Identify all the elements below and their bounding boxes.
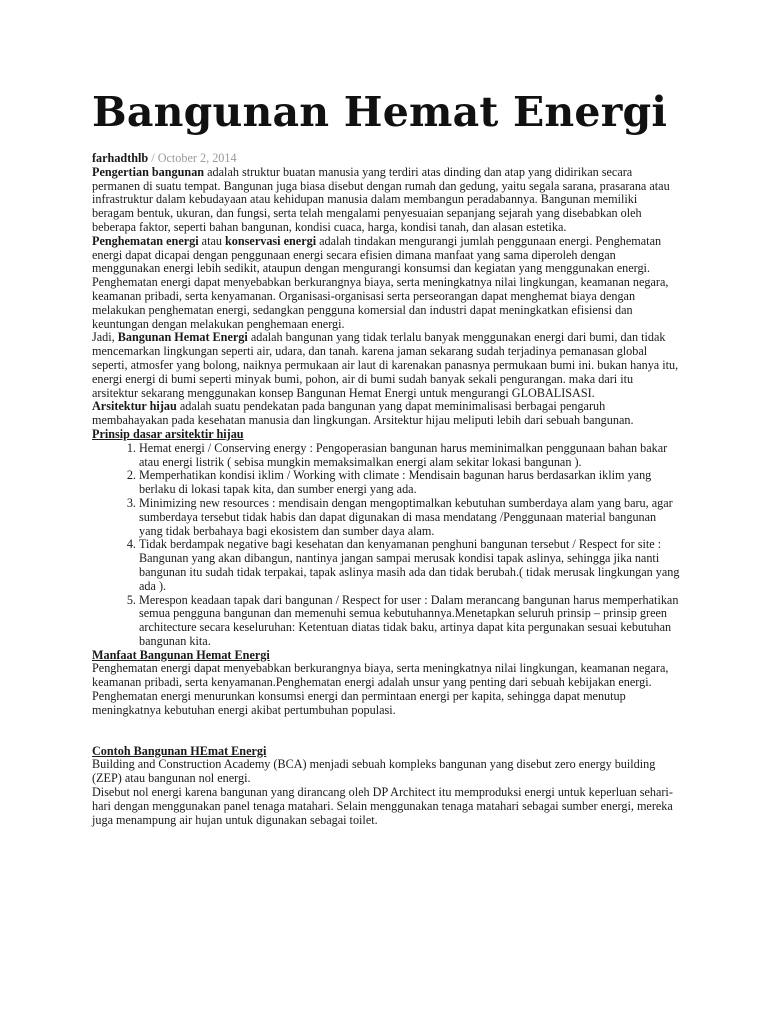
- paragraph-text: atau: [198, 233, 226, 248]
- paragraph-text: adalah tindakan mengurangi jumlah penggunaan energi. Penghematan energi dapat dicapai dengan penggunaan energi secara efisien dimana manfaat yang sama diperoleh dengan menggunakan energi lebih sedikit, ataupun dengan mengurangi konsumsi dan kegiatan yang menggunakan energi. Penghematan energi dapat menyebabkan berkurangnya biaya, serta meningkatnya nilai lingkungan, keamanan negara, keamanan pribadi, serta kenyamanan. Organisasi-organisasi serta perseorangan dapat menghemat biaya dengan melakukan penghematan energi, sedangkan pengguna komersial dan industri dapat meningkatkan efisiensi dan keuntungan dengan melakukan penghemaan energi.: [92, 233, 669, 331]
- paragraph-example-2: Disebut nol energi karena bangunan yang dirancang oleh DP Architect itu memproduksi energi untuk keperluan sehari-hari dengan menggunakan panel tenaga matahari. Selain menggunakan tenaga matahari sebagai sumber energi, mereka juga menampung air hujan untuk digunakan sebagai toilet.: [92, 785, 673, 827]
- publish-date: October 2, 2014: [157, 151, 237, 165]
- principles-list: [92, 442, 682, 649]
- list-item: 3. Minimizing new resources : mendisain dengan mengoptimalkan kebutuhan sumberdaya alam yang baru, agar sumberdaya tersebut tidak habis dan dapat digunakan di masa mendatang /Penggunaan material bangunan yang tidak berbahaya bagi ekosistem dan sumber daya alam.: [139, 497, 682, 538]
- paragraph-benefits: Penghematan energi dapat menyebabkan berkurangnya biaya, serta meningkatnya nilai lingkungan, keamanan negara, keamanan pribadi, serta kenyamanan.Penghematan energi adalah unsur yang penting dari sebuah kebijakan energi. Penghematan energi menurunkan konsumsi energi dan permintaan energi per kapita, sehingga dapat menutup meningkatnya kebutuhan energi akibat pertumbuhan populasi.: [92, 661, 669, 717]
- paragraph-text: adalah struktur buatan manusia yang terdiri atas dinding dan atap yang didirikan secara permanen di suatu tempat. Bangunan juga biasa disebut dengan rumah dan gedung, yaitu segala sarana, prasarana atau infrastruktur dalam kebudayaan atau kehidupan manusia dalam membangun peradabannya. Bangunan memiliki beragam bentuk, ukuran, dan fungsi, serta telah mengalami penyesuaian sepanjang sejarah yang disebabkan oleh beberapa faktor, seperti bahan bangunan, kondisi cuaca, harga, kondisi tanah, dan alasan estetika.: [92, 164, 670, 234]
- example-heading: Contoh Bangunan HEmat Energi: [92, 743, 267, 758]
- paragraph-example-1: Building and Construction Academy (BCA) menjadi sebuah kompleks bangunan yang disebut zero energy building (ZEP) atau bangunan nol energi.: [92, 757, 656, 786]
- paragraph-text: adalah bangunan yang tidak terlalu banyak menggunakan energi dari bumi, dan tidak mencemarkan lingkungan seperti air, udara, dan tanah. karena jaman sekarang sudah terjadinya pemanasan global seperti, atmosfer yang bolong, naiknya permukaan air laut di karenakan panasnya permukaan bumi ini. bukan hanya itu, energi energi di bumi seperti minyak bumi, pohon, air di bumi sudah banyak sekali pengurangan. maka dari itu arsitektur sekarang menggunakan konsep Bangunan Hemat Energi untuk mengurangi GLOBALISASI.: [92, 330, 679, 400]
- paragraph-energy-saving: [92, 235, 682, 332]
- article-meta: [92, 152, 682, 166]
- paragraph-text: adalah suatu pendekatan pada bangunan yang dapat meminimalisasi berbagai pengaruh membahayakan pada kesehatan manusia dan lingkungan. Arsitektur hijau meliputi lebih dari sebuah bangunan.: [92, 399, 634, 428]
- article-body: [92, 152, 682, 827]
- term-penghematan: Penghematan energi: [92, 233, 199, 248]
- principles-heading: Prinsip dasar arsitektir hijau: [92, 426, 244, 441]
- list-item: 1. Hemat energi / Conserving energy : Pengoperasian bangunan harus meminimalkan penggunaan bahan bakar atau energi listrik ( sebisa mungkin memaksimalkan energi alam sekitar lokasi bangunan ).: [139, 442, 682, 470]
- paragraph-green-architecture: [92, 400, 682, 428]
- term-konservasi: konservasi energi: [225, 233, 317, 248]
- section-spacer: [92, 718, 682, 745]
- term-arsitektur-hijau: Arsitektur hijau: [92, 399, 177, 414]
- benefits-heading: Manfaat Bangunan Hemat Energi: [92, 647, 270, 662]
- term-bangunan: Pengertian bangunan: [92, 164, 205, 179]
- list-item: 5. Merespon keadaan tapak dari bangunan / Respect for user : Dalam merancang bangunan harus memperhatikan semua pengguna bangunan dan memenuhi semua kebutuhannya.Menetapkan seluruh prinsip – prinsip green architecture secara keseluruhan: Ketentuan diatas tidak baku, artinya dapat kita pergunakan sesuai kebutuhan bangunan kita.: [139, 594, 682, 649]
- term-bangunan-hemat-energi: Bangunan Hemat Energi: [117, 330, 248, 345]
- paragraph-text: Jadi,: [92, 330, 118, 345]
- paragraph-summary: [92, 331, 682, 400]
- list-item: 2. Memperhatikan kondisi iklim / Working with climate : Mendisain bagunan harus berdasarkan iklim yang berlaku di lokasi tapak kita, dan sumber energi yang ada.: [139, 469, 682, 497]
- author-name[interactable]: farhadthlb: [92, 151, 149, 165]
- paragraph-definition: [92, 166, 682, 235]
- meta-separator: /: [148, 151, 158, 165]
- list-item: 4. Tidak berdampak negative bagi kesehatan dan kenyamanan penghuni bangunan tersebut / Respect for site : Bangunan yang akan dibangun, nantinya jangan sampai merusak kondisi tapak aslinya, sehingga jika nanti bangunan itu sudah tidak terpakai, tapak aslinya masih ada dan tidak berubah.( tidak merusak lingkungan yang ada ).: [139, 538, 682, 593]
- article-title: Bangunan Hemat Energi: [92, 88, 668, 136]
